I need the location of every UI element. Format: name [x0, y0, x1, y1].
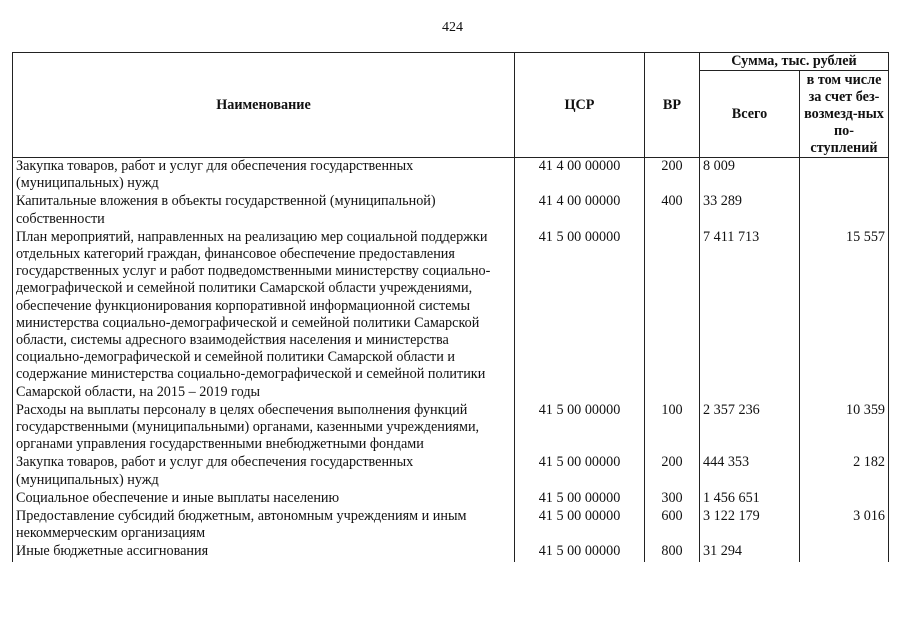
row-free	[800, 158, 889, 194]
row-vr	[645, 229, 700, 402]
row-free	[800, 193, 889, 228]
table-row	[13, 454, 889, 489]
row-vr: 200	[645, 158, 700, 194]
budget-table-container	[12, 52, 888, 562]
row-total: 3 122 179	[700, 508, 800, 543]
table-header	[13, 53, 889, 158]
row-csr: 41 5 00 00000	[515, 508, 645, 543]
table-row	[13, 158, 889, 194]
row-free	[800, 543, 889, 561]
row-vr: 400	[645, 193, 700, 228]
table-body	[13, 158, 889, 562]
header-free: в том числе за счет без-возмезд-ных по-ступлений	[800, 71, 889, 158]
row-csr: 41 5 00 00000	[515, 229, 645, 402]
row-name: Предоставление субсидий бюджетным, автономным учреждениям и иным некоммерческим организациям	[13, 508, 515, 543]
table-row	[13, 543, 889, 561]
row-total: 33 289	[700, 193, 800, 228]
header-name: Наименование	[13, 53, 515, 158]
header-total: Всего	[700, 71, 800, 158]
table-row	[13, 402, 889, 455]
table-row	[13, 193, 889, 228]
row-csr: 41 5 00 00000	[515, 543, 645, 561]
row-name: План мероприятий, направленных на реализацию мер социальной поддержки отдельных категорий граждан, финансовое обеспечение предоставления государственных услуг и работ подведомственными министерству социально-демографической и семейной политики Самарской области учреждениями, обеспечение функционирования корпоративной информационной системы министерства социально-демографической и семейной политики Самарской области, системы адресного взаимодействия населения и министерства социально-демографической и семейной политики Самарской области и содержание министерства социально-демографической и семейной политики Самарской области, на 2015 – 2019 годы	[13, 229, 515, 402]
row-free: 10 359	[800, 402, 889, 455]
row-name: Расходы на выплаты персоналу в целях обеспечения выполнения функций государственными (муниципальными) органами, казенными учреждениями, органами управления государственными внебюджетными фондами	[13, 402, 515, 455]
page-number: 424	[442, 20, 463, 35]
row-total: 2 357 236	[700, 402, 800, 455]
table-row	[13, 490, 889, 508]
row-total: 8 009	[700, 158, 800, 194]
row-name: Социальное обеспечение и иные выплаты населению	[13, 490, 515, 508]
row-total: 1 456 651	[700, 490, 800, 508]
row-free	[800, 490, 889, 508]
row-csr: 41 5 00 00000	[515, 490, 645, 508]
row-name: Капитальные вложения в объекты государственной (муниципальной) собственности	[13, 193, 515, 228]
budget-table	[12, 52, 889, 562]
row-vr: 600	[645, 508, 700, 543]
table-row	[13, 508, 889, 543]
row-free: 15 557	[800, 229, 889, 402]
header-csr: ЦСР	[515, 53, 645, 158]
row-csr: 41 5 00 00000	[515, 402, 645, 455]
row-csr: 41 5 00 00000	[515, 454, 645, 489]
row-total: 7 411 713	[700, 229, 800, 402]
row-vr: 300	[645, 490, 700, 508]
row-name: Закупка товаров, работ и услуг для обеспечения государственных (муниципальных) нужд	[13, 454, 515, 489]
row-free: 2 182	[800, 454, 889, 489]
row-total: 31 294	[700, 543, 800, 561]
row-name: Иные бюджетные ассигнования	[13, 543, 515, 561]
row-csr: 41 4 00 00000	[515, 193, 645, 228]
row-vr: 800	[645, 543, 700, 561]
row-vr: 200	[645, 454, 700, 489]
row-total: 444 353	[700, 454, 800, 489]
row-name: Закупка товаров, работ и услуг для обеспечения государственных (муниципальных) нужд	[13, 158, 515, 194]
row-free: 3 016	[800, 508, 889, 543]
table-row	[13, 229, 889, 402]
row-vr: 100	[645, 402, 700, 455]
header-sum: Сумма, тыс. рублей	[700, 53, 889, 71]
header-vr: ВР	[645, 53, 700, 158]
row-csr: 41 4 00 00000	[515, 158, 645, 194]
